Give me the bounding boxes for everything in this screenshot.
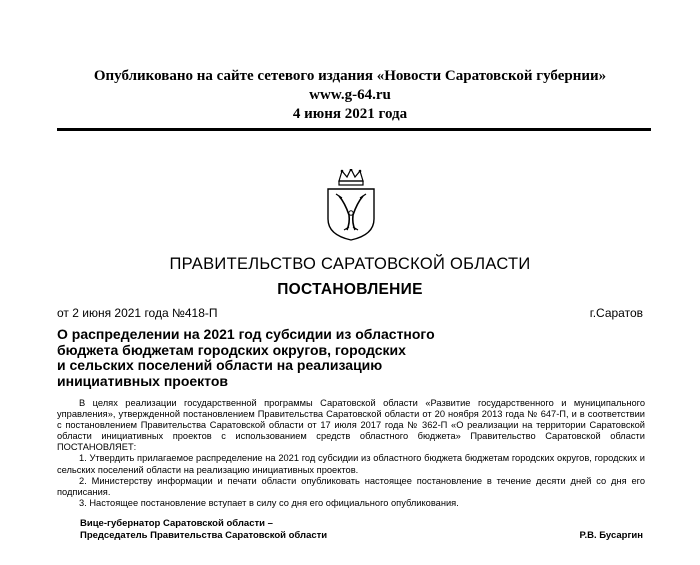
publication-date: 4 июня 2021 года <box>292 106 408 122</box>
body-paragraph-item-1: 1. Утвердить прилагаемое распределение на 2021 год субсидии из областного бюджета бюджетам городских округов, городских и сельских поселений области на реализацию инициативных проектов. <box>57 453 645 475</box>
decree-title <box>57 327 477 389</box>
body-paragraph-item-3: 3. Настоящее постановление вступает в силу со дня его официального опубликования. <box>79 497 459 508</box>
signatory-position <box>80 518 327 542</box>
title-line: О распределении на 2021 год субсидии из областного <box>57 326 435 342</box>
header-divider <box>57 128 651 131</box>
decree-body <box>57 398 645 509</box>
title-line: инициативных проектов <box>57 372 229 389</box>
publication-line-1: Опубликовано на сайте сетевого издания «Новости Саратовской губернии» <box>93 68 607 84</box>
document-type: ПОСТАНОВЛЕНИЕ <box>277 281 423 298</box>
signatory-position-line-1: Вице-губернатор Саратовской области – <box>80 518 273 529</box>
title-line: бюджета бюджетам городских округов, городских <box>57 341 406 358</box>
title-line: и сельских поселений области на реализацию <box>57 357 383 373</box>
decree-date-number: от 2 июня 2021 года №418-П <box>57 306 218 320</box>
body-paragraph-preamble: В целях реализации государственной программы Саратовской области «Развитие государственного и муниципального управления», утвержденной постановлением Правительства Саратовской области от 20 ноября 2013 года № 647-П, и в соответствии с постановлением Правительства Саратовской области от 17 июля 2017 года № 362-П «О реализации на территории Саратовской области инициативных проектов с использованием средств областного бюджета» Правительство Саратовской области ПОСТАНОВЛЯЕТ: <box>57 398 645 453</box>
coat-of-arms-icon <box>325 169 377 241</box>
decree-city: г.Саратов <box>589 306 643 320</box>
government-name: ПРАВИТЕЛЬСТВО САРАТОВСКОЙ ОБЛАСТИ <box>169 255 531 273</box>
body-paragraph-item-2: 2. Министерству информации и печати области опубликовать настоящее постановление в течение десяти дней со дня его подписания. <box>57 475 645 497</box>
publication-website[interactable]: www.g-64.ru <box>309 87 391 103</box>
signatory-position-line-2: Председатель Правительства Саратовской области <box>80 530 328 541</box>
signatory-name: Р.В. Бусаргин <box>579 530 643 541</box>
